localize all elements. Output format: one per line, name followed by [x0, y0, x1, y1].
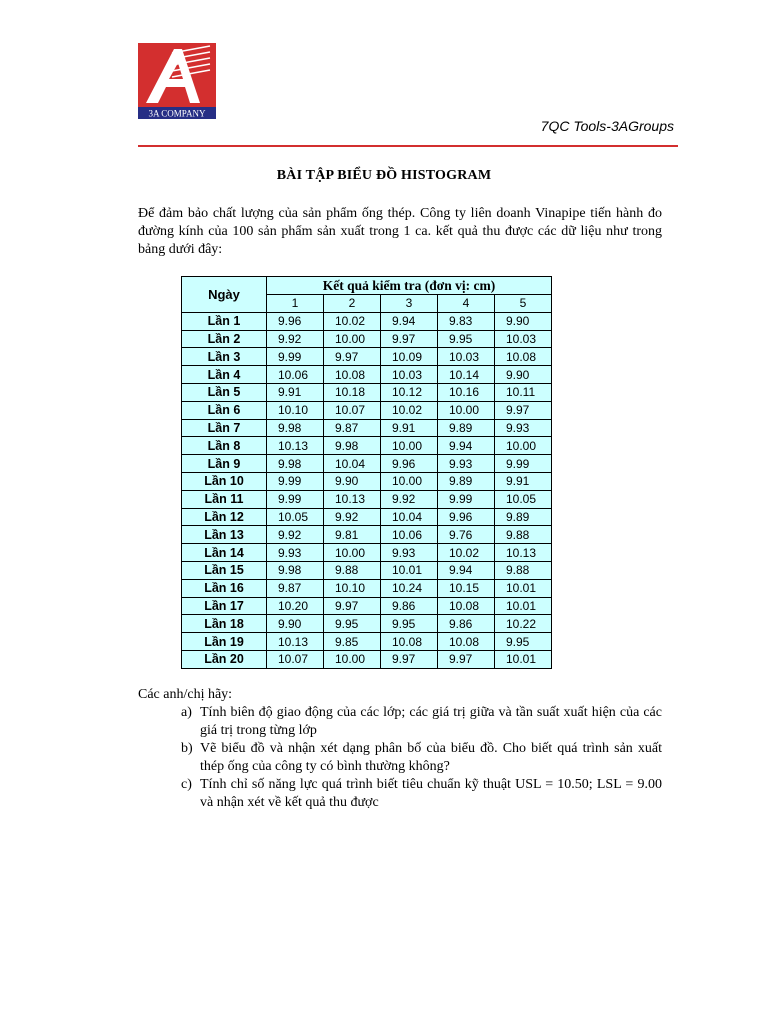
table-cell: 10.00 — [324, 650, 381, 668]
table-cell: 9.83 — [438, 312, 495, 330]
table-cell: 10.10 — [324, 579, 381, 597]
table-cell: 9.87 — [324, 419, 381, 437]
row-label: Lần 13 — [182, 526, 267, 544]
row-label: Lần 12 — [182, 508, 267, 526]
table-cell: 10.20 — [267, 597, 324, 615]
table-cell: 9.90 — [324, 472, 381, 490]
table-cell: 9.97 — [495, 401, 552, 419]
table-cell: 10.02 — [438, 544, 495, 562]
table-cell: 10.01 — [495, 579, 552, 597]
table-cell: 10.08 — [438, 633, 495, 651]
table-row — [182, 561, 552, 579]
table-row — [182, 437, 552, 455]
table-cell: 9.97 — [381, 330, 438, 348]
table-cell: 10.13 — [495, 544, 552, 562]
table-cell: 9.92 — [267, 526, 324, 544]
table-cell: 10.01 — [495, 597, 552, 615]
table-row — [182, 650, 552, 668]
table-cell: 9.95 — [495, 633, 552, 651]
task-text: Vẽ biểu đồ và nhận xét dạng phân bố của biểu đồ. Cho biết quá trình sản xuất thép ống của công ty có bình thường không? — [200, 741, 662, 774]
company-logo — [138, 43, 216, 119]
table-cell: 10.08 — [324, 366, 381, 384]
table-cell: 10.08 — [495, 348, 552, 366]
row-label: Lần 1 — [182, 312, 267, 330]
table-cell: 10.05 — [495, 490, 552, 508]
column-header: 1 — [267, 295, 324, 313]
table-cell: 9.91 — [495, 472, 552, 490]
table-row — [182, 490, 552, 508]
table-cell: 10.03 — [381, 366, 438, 384]
table-cell: 10.13 — [267, 633, 324, 651]
row-label: Lần 10 — [182, 472, 267, 490]
table-cell: 9.97 — [324, 597, 381, 615]
table-cell: 10.03 — [495, 330, 552, 348]
task-item — [138, 740, 662, 776]
table-cell: 10.08 — [438, 597, 495, 615]
row-label: Lần 11 — [182, 490, 267, 508]
table-cell: 9.87 — [267, 579, 324, 597]
table-cell: 10.06 — [267, 366, 324, 384]
table-cell: 10.05 — [267, 508, 324, 526]
table-cell: 9.97 — [381, 650, 438, 668]
table-cell: 9.89 — [495, 508, 552, 526]
table-cell: 9.93 — [381, 544, 438, 562]
task-marker: b) — [181, 741, 193, 756]
table-row — [182, 615, 552, 633]
table-cell: 10.03 — [438, 348, 495, 366]
svg-text:3A COMPANY: 3A COMPANY — [148, 108, 206, 119]
row-label: Lần 15 — [182, 561, 267, 579]
header-divider — [138, 145, 678, 147]
table-cell: 9.99 — [438, 490, 495, 508]
task-marker: a) — [181, 705, 192, 720]
table-cell: 10.00 — [381, 437, 438, 455]
table-cell: 10.15 — [438, 579, 495, 597]
table-cell: 9.90 — [495, 312, 552, 330]
table-row — [182, 383, 552, 401]
table-cell: 10.00 — [324, 544, 381, 562]
table-cell: 9.89 — [438, 419, 495, 437]
table-cell: 9.92 — [324, 508, 381, 526]
table-cell: 9.94 — [438, 561, 495, 579]
row-label: Lần 2 — [182, 330, 267, 348]
table-cell: 10.11 — [495, 383, 552, 401]
table-cell: 10.10 — [267, 401, 324, 419]
table-row — [182, 419, 552, 437]
table-cell: 9.94 — [381, 312, 438, 330]
row-label: Lần 8 — [182, 437, 267, 455]
table-cell: 10.01 — [495, 650, 552, 668]
table-cell: 9.98 — [267, 419, 324, 437]
row-label: Lần 5 — [182, 383, 267, 401]
task-item — [138, 704, 662, 740]
row-label: Lần 4 — [182, 366, 267, 384]
table-cell: 9.92 — [267, 330, 324, 348]
logo-mark — [138, 43, 216, 119]
table-row — [182, 472, 552, 490]
table-row — [182, 312, 552, 330]
table-cell: 10.09 — [381, 348, 438, 366]
task-text: Tính biên độ giao động của các lớp; các giá trị giữa và tần suất xuất hiện của các giá trị trong từng lớp — [200, 705, 662, 738]
data-table-wrapper — [181, 276, 552, 669]
row-label: Lần 18 — [182, 615, 267, 633]
table-cell: 9.98 — [267, 561, 324, 579]
task-list — [138, 704, 662, 812]
table-cell: 10.14 — [438, 366, 495, 384]
measurement-table — [181, 276, 552, 669]
table-cell: 9.90 — [495, 366, 552, 384]
table-cell: 10.02 — [324, 312, 381, 330]
table-cell: 9.99 — [267, 472, 324, 490]
table-cell: 9.98 — [324, 437, 381, 455]
row-label: Lần 20 — [182, 650, 267, 668]
table-cell: 10.18 — [324, 383, 381, 401]
table-cell: 9.99 — [267, 348, 324, 366]
table-cell: 9.93 — [495, 419, 552, 437]
column-header: 2 — [324, 295, 381, 313]
row-label: Lần 19 — [182, 633, 267, 651]
column-header: 3 — [381, 295, 438, 313]
table-cell: 9.88 — [324, 561, 381, 579]
table-cell: 9.76 — [438, 526, 495, 544]
table-cell: 10.04 — [381, 508, 438, 526]
row-label: Lần 14 — [182, 544, 267, 562]
table-cell: 9.97 — [438, 650, 495, 668]
table-cell: 10.02 — [381, 401, 438, 419]
table-cell: 10.00 — [381, 472, 438, 490]
table-cell: 9.89 — [438, 472, 495, 490]
table-row — [182, 330, 552, 348]
table-cell: 10.24 — [381, 579, 438, 597]
task-marker: c) — [181, 777, 192, 792]
table-cell: 10.16 — [438, 383, 495, 401]
row-label: Lần 9 — [182, 455, 267, 473]
table-cell: 9.96 — [267, 312, 324, 330]
table-cell: 9.90 — [267, 615, 324, 633]
row-label: Lần 6 — [182, 401, 267, 419]
table-cell: 10.07 — [267, 650, 324, 668]
table-cell: 9.91 — [267, 383, 324, 401]
table-cell: 10.13 — [267, 437, 324, 455]
row-label: Lần 7 — [182, 419, 267, 437]
table-cell: 9.88 — [495, 526, 552, 544]
table-cell: 10.06 — [381, 526, 438, 544]
table-cell: 9.86 — [438, 615, 495, 633]
table-cell: 9.94 — [438, 437, 495, 455]
table-cell: 9.93 — [438, 455, 495, 473]
table-cell: 10.00 — [324, 330, 381, 348]
table-row — [182, 526, 552, 544]
task-section — [138, 686, 662, 812]
table-row — [182, 455, 552, 473]
table-cell: 9.92 — [381, 490, 438, 508]
task-text: Tính chỉ số năng lực quá trình biết tiêu chuẩn kỹ thuật USL = 10.50; LSL = 9.00 và nhận xét về kết quả thu được — [200, 777, 662, 810]
table-cell: 9.86 — [381, 597, 438, 615]
table-cell: 9.85 — [324, 633, 381, 651]
column-header: 5 — [495, 295, 552, 313]
table-cell: 10.00 — [438, 401, 495, 419]
row-label: Lần 3 — [182, 348, 267, 366]
table-cell: 10.07 — [324, 401, 381, 419]
brand-text: 7QC Tools-3AGroups — [540, 118, 674, 134]
table-row — [182, 579, 552, 597]
table-cell: 9.96 — [438, 508, 495, 526]
table-cell: 9.96 — [381, 455, 438, 473]
table-cell: 9.95 — [438, 330, 495, 348]
table-cell: 9.98 — [267, 455, 324, 473]
table-row — [182, 508, 552, 526]
table-cell: 9.81 — [324, 526, 381, 544]
table-row — [182, 633, 552, 651]
table-cell: 9.97 — [324, 348, 381, 366]
table-row — [182, 401, 552, 419]
table-cell: 10.13 — [324, 490, 381, 508]
task-lead: Các anh/chị hãy: — [138, 687, 233, 702]
row-label: Lần 17 — [182, 597, 267, 615]
table-cell: 9.95 — [324, 615, 381, 633]
group-header: Kết quả kiểm tra (đơn vị: cm) — [267, 277, 552, 295]
table-cell: 9.88 — [495, 561, 552, 579]
table-row — [182, 348, 552, 366]
table-cell: 10.01 — [381, 561, 438, 579]
task-item — [138, 776, 662, 812]
row-header-ngay: Ngày — [182, 277, 267, 313]
column-header: 4 — [438, 295, 495, 313]
table-cell: 9.95 — [381, 615, 438, 633]
table-cell: 10.22 — [495, 615, 552, 633]
table-row — [182, 597, 552, 615]
table-cell: 10.12 — [381, 383, 438, 401]
table-cell: 10.00 — [495, 437, 552, 455]
table-row — [182, 544, 552, 562]
intro-paragraph: Để đảm bảo chất lượng của sản phẩm ống thép. Công ty liên doanh Vinapipe tiến hành đo đường kính của 100 sản phẩm sản xuất trong 1 ca. kết quả thu được các dữ liệu như trong bảng dưới đây: — [138, 206, 662, 257]
page-title: BÀI TẬP BIỂU ĐỒ HISTOGRAM — [276, 168, 492, 183]
table-cell: 10.04 — [324, 455, 381, 473]
table-cell: 9.99 — [495, 455, 552, 473]
table-row — [182, 366, 552, 384]
table-cell: 9.91 — [381, 419, 438, 437]
table-cell: 9.93 — [267, 544, 324, 562]
table-cell: 9.99 — [267, 490, 324, 508]
row-label: Lần 16 — [182, 579, 267, 597]
table-cell: 10.08 — [381, 633, 438, 651]
